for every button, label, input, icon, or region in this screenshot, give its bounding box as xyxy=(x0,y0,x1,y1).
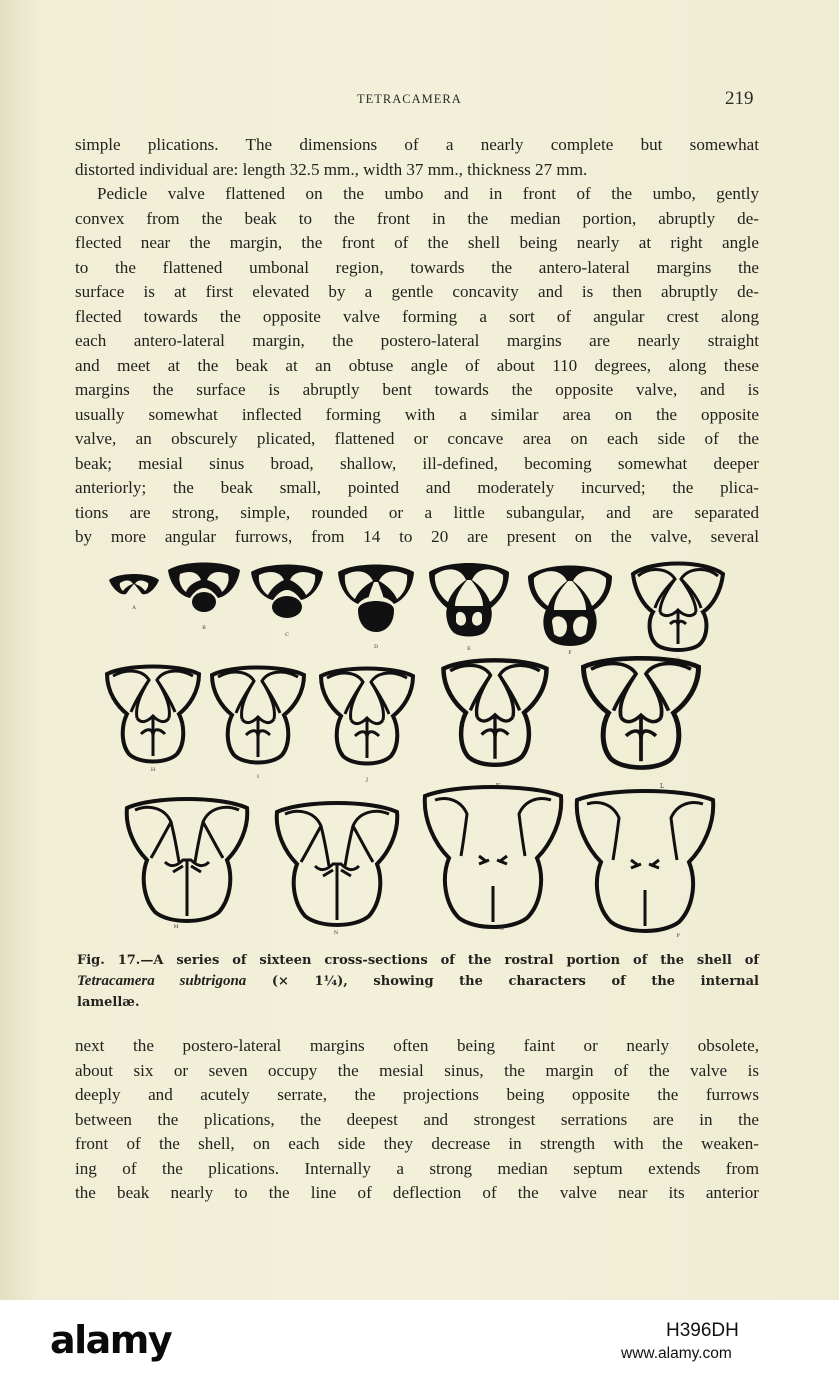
figure-label: L xyxy=(660,783,664,790)
text-line: surface is at first elevated by a gentle concavity and is then abruptly de- xyxy=(75,282,759,301)
text-line: simple plications. The dimensions of a nearly complete but somewhat xyxy=(75,135,759,154)
figure-label: M xyxy=(173,924,179,930)
running-title: TETRACAMERA xyxy=(357,92,462,106)
text-line: Pedicle valve flattened on the umbo and in front of the umbo, gently xyxy=(97,184,759,203)
figure-label: J xyxy=(365,777,369,783)
cross-section-h xyxy=(107,667,199,774)
figure-cross-sections xyxy=(100,556,740,941)
text-line: deeply and acutely serrate, the projections being opposite the furrows xyxy=(75,1085,759,1104)
text-line: next the postero-lateral margins often being faint or nearly obsolete, xyxy=(75,1036,759,1055)
body-text-bottom xyxy=(75,1034,759,1206)
text-line: usually somewhat inflected forming with a similar area on the opposite xyxy=(75,404,759,424)
cross-section-b xyxy=(168,563,240,632)
watermark-image-id: H396DH xyxy=(666,1320,739,1341)
watermark-bar xyxy=(0,1300,839,1390)
caption-line: Fig. 17.—A series of sixteen cross-sections of the rostral portion of the shell of xyxy=(77,953,759,968)
caption-line xyxy=(77,971,759,992)
cross-section-j xyxy=(321,669,413,784)
text-line: flected towards the opposite valve forming a sort of angular crest along xyxy=(75,306,759,326)
text-line: tions are strong, simple, rounded or a little subangular, and are separated xyxy=(75,502,759,522)
figure-label: O xyxy=(499,926,505,932)
text-line: margins the surface is abruptly bent towards the opposite valve, and is xyxy=(75,380,759,399)
watermark-logo: alamy xyxy=(50,1318,172,1362)
text-line: by more angular furrows, from 14 to 20 are present on the valve, several xyxy=(75,527,759,546)
caption-line: lamellæ. xyxy=(77,995,140,1010)
text-line: between the plications, the deepest and strongest serrations are in the xyxy=(75,1109,759,1129)
text-line: to the flattened umbonal region, towards the antero-lateral margins the xyxy=(75,257,759,277)
figure-label: A xyxy=(132,605,136,611)
text-line: distorted individual are: length 32.5 mm., width 37 mm., thickness 27 mm. xyxy=(75,159,588,179)
figure-label: B xyxy=(202,625,206,631)
cross-section-k xyxy=(443,660,546,790)
figure-label: E xyxy=(467,646,471,652)
page-number: 219 xyxy=(725,88,754,109)
text-line: convex from the beak to the front in the median portion, abruptly de- xyxy=(75,208,759,228)
cross-section-m xyxy=(127,799,248,930)
text-line: beak; mesial sinus broad, shallow, ill-defined, becoming somewhat deeper xyxy=(75,453,759,473)
figure-label: N xyxy=(333,930,339,936)
body-text-top xyxy=(75,133,759,550)
running-head xyxy=(0,88,839,111)
cross-section-n xyxy=(277,803,398,936)
cross-section-e xyxy=(429,563,509,652)
text-line: anteriorly; the beak small, pointed and moderately incurved; the plica- xyxy=(75,478,759,497)
text-line: each antero-lateral margin, the postero-lateral margins are nearly straight xyxy=(75,331,759,350)
text-line: flected near the margin, the front of the shell being nearly at right angle xyxy=(75,233,759,252)
cross-section-c xyxy=(251,565,323,639)
cross-section-p xyxy=(577,791,713,939)
text-line: front of the shell, on each side they decrease in strength with the weaken- xyxy=(75,1134,759,1153)
cross-section-l xyxy=(584,658,699,790)
text-line: the beak nearly to the line of deflection of the valve near its anterior xyxy=(75,1183,759,1202)
cross-section-o xyxy=(425,787,561,932)
cross-section-i xyxy=(212,668,304,781)
cross-section-a xyxy=(109,574,159,611)
text-line: ing of the plications. Internally a strong median septum extends from xyxy=(75,1158,759,1178)
figure-label: C xyxy=(285,632,289,638)
figure-label: F xyxy=(568,650,572,656)
figure-label: H xyxy=(150,767,156,773)
figure-label: D xyxy=(373,644,379,650)
cross-section-f xyxy=(528,566,612,657)
text-line: and meet at the beak at an obtuse angle of about 110 degrees, along these xyxy=(75,355,759,375)
watermark-url: www.alamy.com xyxy=(621,1345,732,1362)
figure-label: I xyxy=(257,774,259,780)
text-line: about six or seven occupy the mesial sinus, the margin of the valve is xyxy=(75,1060,759,1080)
caption-rest: (× 1¼), showing the characters of the internal xyxy=(246,974,759,989)
figure-label: P xyxy=(676,933,680,939)
figure-caption xyxy=(77,950,759,1013)
cross-section-d xyxy=(338,565,414,651)
caption-species: Tetracamera subtrigona xyxy=(77,973,247,989)
cross-section-g xyxy=(633,564,723,664)
text-line: valve, an obscurely plicated, flattened or concave area on each side of the xyxy=(75,429,759,448)
